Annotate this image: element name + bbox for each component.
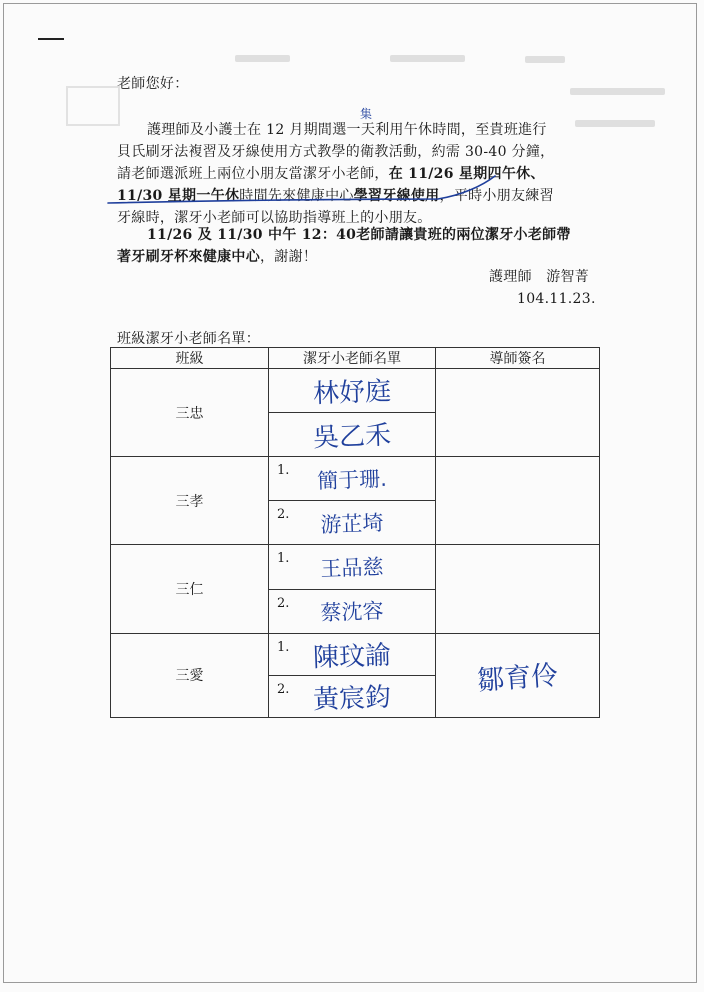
body-text: ，謝謝！ [260, 249, 318, 265]
student-number: 2. [277, 681, 290, 697]
student-number: 2. [277, 507, 290, 523]
header-students: 潔牙小老師名單 [269, 348, 436, 369]
date-highlight: 11/30 星期一午休 [117, 188, 240, 204]
student-cell [269, 675, 436, 717]
student-number: 1. [277, 639, 290, 655]
teacher-signature-cell [436, 545, 600, 633]
student-cell [269, 413, 436, 457]
emphasis-text: 老師請讓貴班的兩位潔牙小老師帶 [356, 227, 571, 243]
body-line-5: 牙線時，潔牙小老師可以協助指導班上的小朋友。 [117, 210, 432, 226]
teacher-signature-cell [436, 457, 600, 545]
teacher-signature [436, 498, 599, 504]
student-cell [269, 369, 436, 413]
student-number: 1. [277, 463, 290, 479]
student-cell [269, 633, 436, 675]
teacher-signature [436, 586, 599, 592]
class-cell: 三孝 [111, 457, 269, 545]
teacher-signature: 鄒育伶 [476, 660, 560, 697]
handwritten-student-name: 陳玟諭 [312, 640, 392, 674]
emphasis-text: 著牙刷牙杯來健康中心 [117, 249, 260, 265]
teacher-signature-cell [436, 633, 600, 717]
student-number: 1. [277, 551, 290, 567]
roster-title: 班級潔牙小老師名單： [117, 331, 260, 347]
class-cell: 三仁 [111, 545, 269, 633]
body-text: 請老師選派班上兩位小朋友當潔牙小老師， [117, 166, 389, 182]
handwritten-student-name: 黃宸鈞 [312, 682, 392, 716]
time-highlight: 11/26 及 11/30 中午 12：40 [147, 227, 357, 243]
body-line-1: 護理師及小護士在 12 月期間選一天利用午休時間，至貴班進行 [147, 122, 547, 138]
body-text: ，平時小朋友練習 [439, 188, 554, 204]
signature-name: 護理師 游智菁 [489, 269, 590, 285]
handwritten-student-name: 王品慈 [320, 554, 384, 582]
student-number: 2. [277, 595, 290, 611]
class-cell: 三愛 [111, 633, 269, 717]
handwritten-student-name: 簡于珊. [316, 466, 388, 494]
handwritten-student-name: 吳乙禾 [312, 420, 392, 454]
student-cell [269, 501, 436, 545]
handwritten-student-name: 蔡沈容 [320, 599, 384, 626]
emphasis-text: 學習牙線使用 [353, 188, 440, 204]
student-cell [269, 545, 436, 589]
table-header-row [111, 348, 600, 369]
handwritten-student-name: 林妤庭 [312, 376, 392, 410]
table-row [111, 457, 600, 501]
table-row [111, 369, 600, 413]
body-text: 時間先來健康中心 [239, 188, 354, 204]
header-class: 班級 [111, 348, 269, 369]
header-teacher-signature: 導師簽名 [436, 348, 600, 369]
roster-table [110, 347, 600, 718]
handwritten-student-name: 游芷埼 [320, 510, 384, 538]
body-line-2: 貝氏刷牙法複習及牙線使用方式教學的衛教活動，約需 30-40 分鐘， [117, 144, 555, 160]
class-cell: 三忠 [111, 369, 269, 457]
signature-date: 104.11.23. [517, 291, 596, 307]
table-row [111, 545, 600, 589]
student-cell [269, 457, 436, 501]
teacher-signature-cell [436, 369, 600, 457]
handwritten-correction: 集 [360, 107, 373, 121]
table-row [111, 633, 600, 675]
salutation: 老師您好： [117, 76, 189, 92]
teacher-signature [436, 410, 599, 416]
date-highlight: 在 11/26 星期四午休、 [388, 166, 545, 182]
student-cell [269, 589, 436, 633]
